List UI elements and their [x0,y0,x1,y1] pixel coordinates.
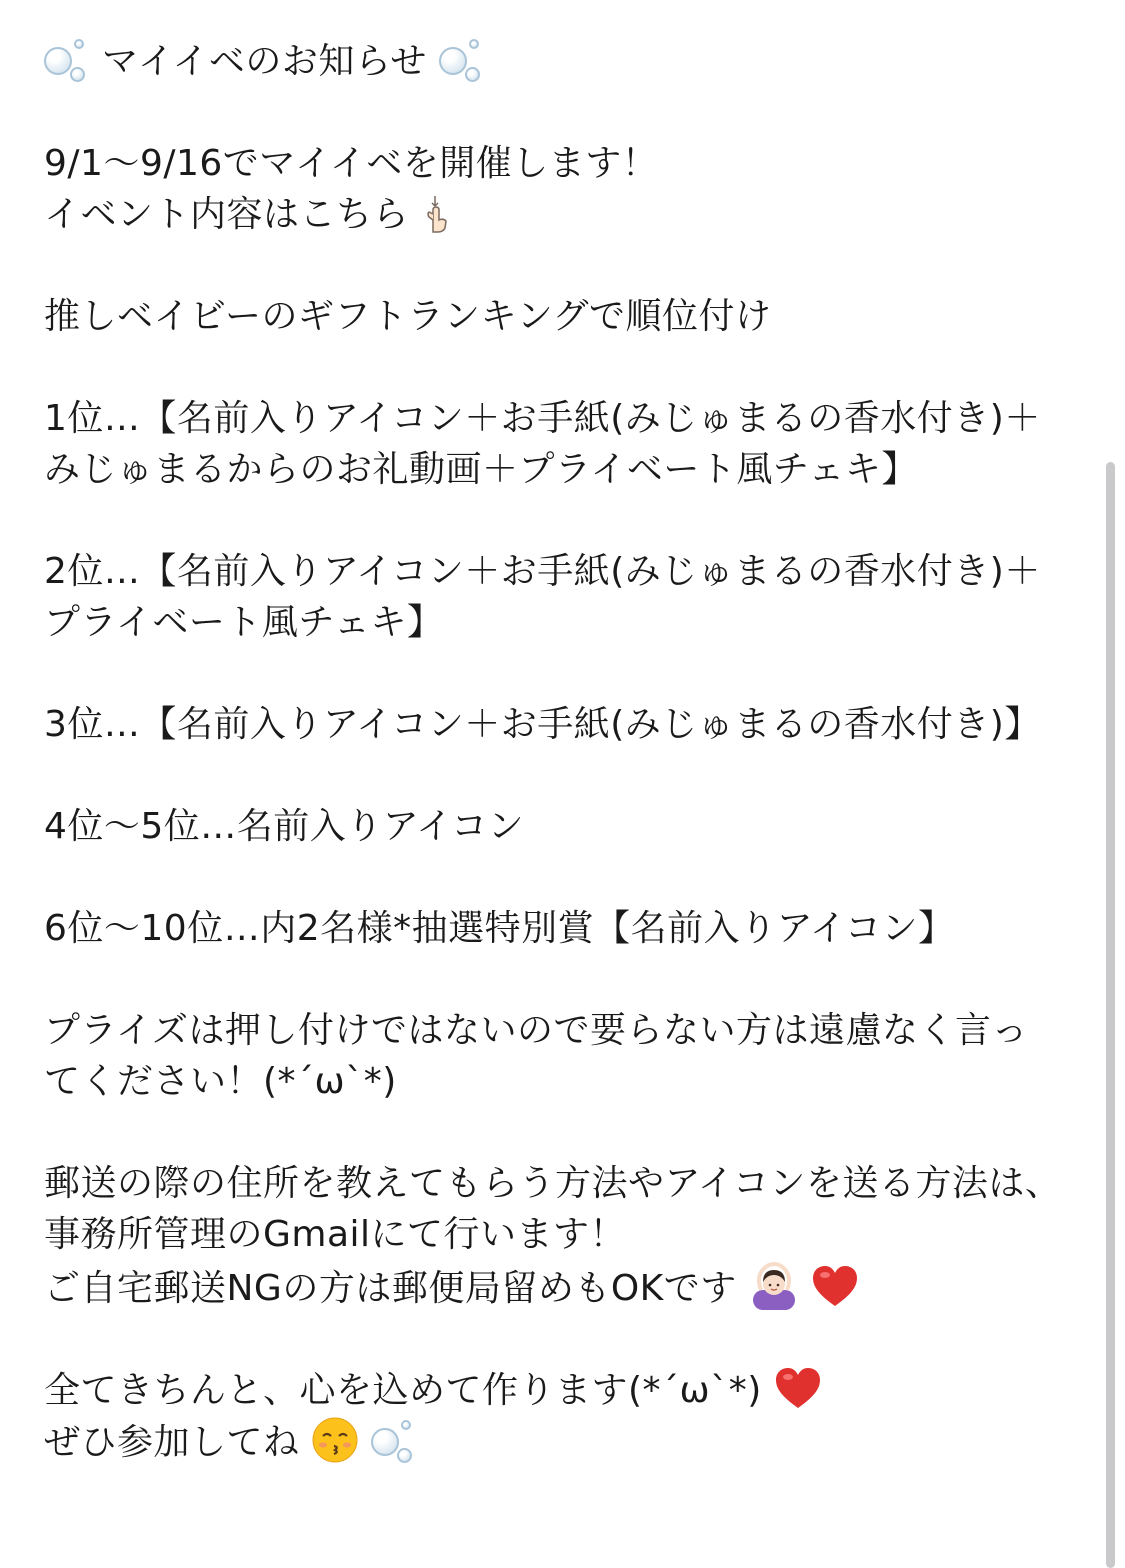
title-line [44,36,1084,87]
spacer [44,852,1084,903]
mail-note-line-2 [44,1260,1084,1314]
mail-note-line: 郵送の際の住所を教えてもらう方法やアイコンを送る方法は、事務所管理のGmailにて行います！ [44,1163,1062,1255]
event-content-line [44,189,1084,240]
rank-4-5-line: 4位〜5位…名前入りアイコン [44,806,525,847]
rank-6-10-line: 6位〜10位…内2名様*抽選特別賞【名前入りアイコン】 [44,908,955,949]
spacer [44,1107,1084,1158]
rank-1-line: 1位…【名前入りアイコン＋お手紙(みじゅまるの香水付き)＋みじゅまるからのお礼動画＋プライベート風チェキ】 [44,398,1041,490]
ranking-intro-line: 推しベイビーのギフトランキングで順位付け [44,296,772,337]
closing-text-1: 全てきちんと、心を込めて作ります(*´ω`*) [44,1370,762,1411]
event-content-text: イベント内容はこちら [44,194,410,235]
spacer [44,954,1084,1005]
spacer [44,495,1084,546]
spacer [44,648,1084,699]
closing-text-2: ぜひ参加してね [44,1422,300,1463]
scrollbar[interactable] [1106,462,1115,1568]
closing-line-1 [44,1365,1084,1416]
closing-line-2 [44,1416,1084,1468]
note-title: マイイベのお知らせ [101,41,427,82]
prize-note-line: プライズは押し付けではないので要らない方は遠慮なく言ってください！(*´ω`*) [44,1010,1029,1102]
note-body [44,36,1084,1468]
spacer [44,240,1084,291]
person-ok-gesture-icon [749,1260,799,1310]
red-heart-icon [811,1264,859,1308]
rank-3-line: 3位…【名前入りアイコン＋お手紙(みじゅまるの香水付き)】 [44,704,1041,745]
mail-note-text: ご自宅郵送NGの方は郵便局留めもOKです [44,1268,737,1309]
pointing-down-icon [421,194,451,234]
red-heart-icon [774,1366,822,1410]
bubbles-icon [44,37,90,81]
spacer [44,342,1084,393]
spacer [44,87,1084,138]
bubbles-icon [439,37,485,81]
spacer [44,750,1084,801]
bubbles-icon [371,1418,417,1462]
rank-2-line: 2位…【名前入りアイコン＋お手紙(みじゅまるの香水付き)＋プライベート風チェキ】 [44,551,1041,643]
period-line: 9/1〜9/16でマイイベを開催します！ [44,143,659,184]
kissing-face-icon [311,1416,359,1464]
spacer [44,1314,1084,1365]
